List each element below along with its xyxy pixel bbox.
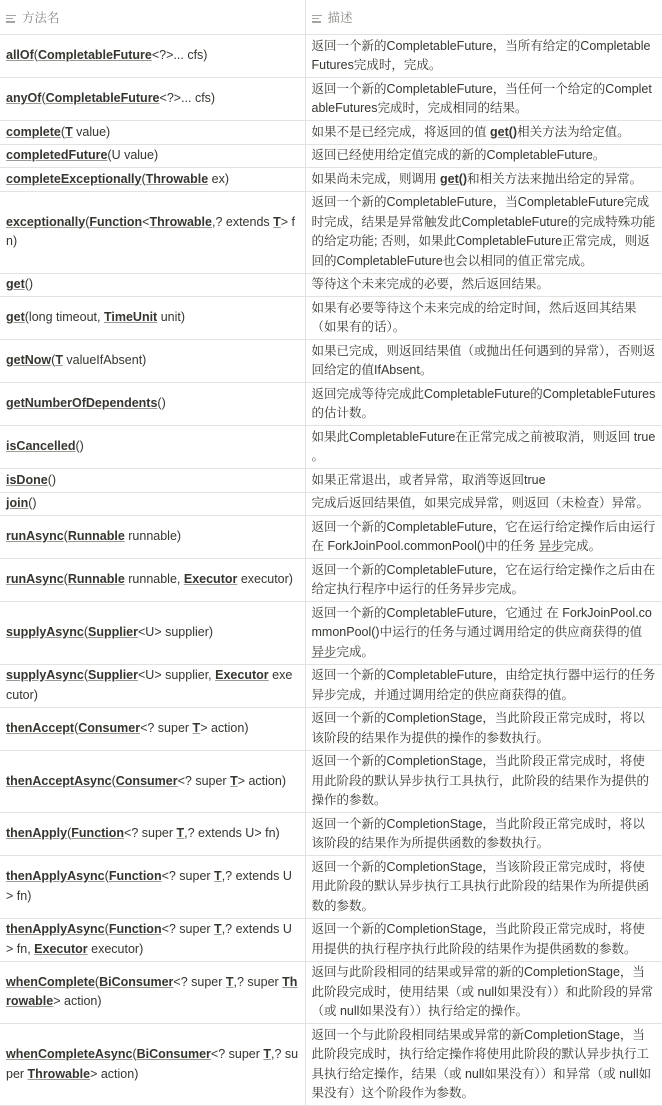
text: > action): [200, 720, 249, 735]
api-link[interactable]: Function: [71, 826, 125, 841]
table-row: [0, 559, 662, 602]
text: 返回一个新的CompletableFuture，当所有给定的CompletableFutures完成时，完成。: [311, 38, 651, 72]
text: (): [28, 496, 37, 510]
api-link[interactable]: Runnable: [67, 529, 125, 544]
text: > action): [237, 773, 286, 788]
method-cell[interactable]: [0, 144, 305, 168]
underlined-text: 异步: [538, 539, 564, 553]
text: 返回一个新的CompletableFuture，当任何一个给定的CompletableFutures完成时，完成相同的结果。: [311, 81, 652, 115]
text: 返回已经使用给定值完成的新的CompletableFuture。: [311, 148, 606, 162]
text: 返回一个与此阶段相同结果或异常的新CompletionStage，当此阶段完成时，执行给定操作将使用此阶段的默认异步执行工具执行给定操作，结果（或 null如果没有））和异常（或 null如果没有）这个阶段作为参数。: [311, 1027, 652, 1100]
description-cell[interactable]: [305, 559, 662, 602]
api-link[interactable]: T: [230, 773, 238, 788]
text: <? super: [210, 1047, 264, 1061]
table-row: [0, 191, 662, 273]
text: 返回一个新的CompletableFuture，由给定执行器中运行的任务异步完成，并通过调用给定的供应商获得的值。: [311, 668, 656, 702]
api-link[interactable]: supplyAsync: [6, 668, 84, 682]
description-cell[interactable]: [305, 383, 662, 426]
api-link[interactable]: isDone: [6, 472, 48, 487]
table-row: [0, 426, 662, 469]
table-row: [0, 856, 662, 919]
table-row: [0, 297, 662, 340]
table-row: [0, 664, 662, 707]
text: 如果不是已经完成，将返回的值: [311, 124, 490, 139]
method-cell[interactable]: [0, 383, 305, 426]
description-cell[interactable]: [305, 856, 662, 919]
api-link[interactable]: CompletableFuture: [45, 91, 160, 106]
api-link[interactable]: Function: [89, 214, 143, 229]
api-link[interactable]: TimeUnit: [103, 310, 158, 325]
text: (: [111, 773, 116, 788]
api-link[interactable]: join: [6, 496, 29, 510]
description-cell[interactable]: [305, 707, 662, 750]
text: (: [33, 48, 38, 63]
method-cell[interactable]: [0, 273, 305, 297]
description-cell[interactable]: [305, 516, 662, 559]
text: (long timeout,: [24, 310, 104, 325]
description-cell[interactable]: [305, 121, 662, 145]
api-link[interactable]: T: [55, 353, 63, 368]
method-cell[interactable]: [0, 961, 305, 1024]
table-row: [0, 168, 662, 192]
text: (: [85, 214, 90, 229]
text: (: [63, 529, 68, 544]
description-cell[interactable]: [305, 168, 662, 192]
method-cell[interactable]: [0, 856, 305, 919]
method-cell[interactable]: [0, 602, 305, 665]
api-link[interactable]: supplyAsync: [6, 625, 84, 639]
text: ,? super: [233, 974, 283, 989]
text: runnable): [124, 529, 182, 544]
text: (: [67, 826, 72, 841]
description-cell[interactable]: [305, 78, 662, 121]
text: (: [104, 922, 109, 936]
description-cell[interactable]: [305, 1024, 662, 1106]
text: (): [47, 472, 57, 487]
text: (: [74, 720, 79, 735]
api-link[interactable]: CompletableFuture: [37, 48, 152, 63]
description-cell[interactable]: [305, 961, 662, 1024]
api-link[interactable]: anyOf: [6, 91, 42, 106]
column-header-description[interactable]: [305, 0, 662, 35]
api-link[interactable]: T: [192, 720, 201, 735]
api-link[interactable]: Function: [108, 922, 162, 936]
api-link[interactable]: T: [225, 974, 234, 989]
description-cell[interactable]: [305, 918, 662, 961]
text: (U value): [107, 148, 159, 162]
description-cell[interactable]: [305, 297, 662, 340]
api-link[interactable]: exceptionally: [6, 214, 86, 229]
text: ,? extends U> fn,: [6, 922, 292, 956]
table-row: [0, 35, 662, 78]
text: <? super: [140, 720, 193, 735]
text: <: [142, 214, 150, 229]
api-link[interactable]: thenAccept: [6, 720, 75, 735]
description-cell[interactable]: [305, 750, 662, 813]
api-link[interactable]: runAsync: [6, 529, 64, 544]
method-cell[interactable]: [0, 707, 305, 750]
description-cell[interactable]: [305, 469, 662, 493]
table-row: [0, 340, 662, 383]
api-link[interactable]: Executor: [215, 668, 269, 682]
text: (: [60, 124, 66, 139]
table-row: [0, 1024, 662, 1106]
text: (: [51, 353, 56, 368]
method-cell[interactable]: [0, 750, 305, 813]
text: <U> supplier,: [138, 668, 216, 682]
api-link[interactable]: Runnable: [67, 572, 125, 587]
api-link[interactable]: get: [6, 277, 25, 291]
text: <? super: [124, 826, 177, 841]
text: ex): [208, 171, 229, 186]
text: 返回一个新的CompletableFuture，当CompletableFuture完成时完成，结果是异常触发此CompletableFuture的完成特殊功能的给定功能; 否则，如果此CompletableFuture正常完成，则返回的CompletableFuture也会以相同的值正常完成。: [311, 195, 656, 268]
api-link[interactable]: Executor: [34, 941, 88, 956]
api-link[interactable]: Throwable: [6, 974, 298, 1009]
api-link[interactable]: get(): [489, 124, 518, 139]
method-cell[interactable]: [0, 516, 305, 559]
description-cell[interactable]: [305, 492, 662, 516]
api-link[interactable]: Throwable: [149, 214, 212, 229]
text: executor): [237, 572, 293, 587]
api-link[interactable]: whenComplete: [6, 974, 95, 989]
text: <U> supplier): [138, 625, 214, 639]
method-cell[interactable]: [0, 469, 305, 493]
text: 完成后返回结果值，如果完成异常，则返回（未检查）异常。: [311, 496, 650, 510]
text: (: [132, 1047, 137, 1061]
method-cell[interactable]: [0, 813, 305, 856]
method-cell[interactable]: [0, 1024, 305, 1106]
text: (: [41, 91, 46, 106]
description-cell[interactable]: [305, 602, 662, 665]
description-cell[interactable]: [305, 35, 662, 78]
method-cell[interactable]: [0, 191, 305, 273]
text: (): [157, 396, 166, 411]
text: (: [83, 625, 88, 639]
api-link[interactable]: Supplier: [87, 625, 138, 639]
api-link[interactable]: Throwable: [145, 171, 209, 186]
table-row: [0, 813, 662, 856]
api-link[interactable]: allOf: [6, 48, 34, 63]
text: 如果尚未完成，则调用: [311, 171, 440, 186]
table-row: [0, 469, 662, 493]
text: 返回与此阶段相同的结果或异常的新的CompletionStage，当此阶段完成时，使用结果（或 null如果没有））和此阶段的异常（或 null如果没有））执行给定的操作。: [311, 965, 654, 1018]
description-cell[interactable]: [305, 426, 662, 469]
api-link[interactable]: Consumer: [115, 773, 178, 788]
api-link[interactable]: thenApplyAsync: [6, 869, 105, 884]
column-header-label: 描述: [327, 11, 353, 25]
text-lines-icon: [6, 13, 16, 25]
api-link[interactable]: complete: [6, 124, 61, 139]
text: 返回一个新的CompletionStage，当该阶段正常完成时，将使用此阶段的默认异步执行工具执行此阶段的结果作为所提供函数的参数。: [311, 859, 650, 913]
api-link[interactable]: T: [214, 922, 222, 936]
text: 和相关方法来抛出给定的异常。: [467, 171, 643, 186]
api-link[interactable]: Supplier: [87, 668, 138, 682]
text: > action): [90, 1066, 139, 1081]
api-link[interactable]: Function: [108, 869, 162, 884]
table-row: [0, 918, 662, 961]
api-link[interactable]: Consumer: [78, 720, 141, 735]
description-cell[interactable]: [305, 813, 662, 856]
text: <? super: [161, 922, 215, 936]
method-cell[interactable]: [0, 664, 305, 707]
text: value): [72, 124, 111, 139]
text: (: [94, 974, 100, 989]
table-row: [0, 78, 662, 121]
table-row: [0, 492, 662, 516]
text: 完成。: [563, 539, 602, 553]
description-cell[interactable]: [305, 664, 662, 707]
api-link[interactable]: getNow: [6, 353, 52, 368]
text: 相关方法为给定值。: [517, 124, 630, 139]
table-row: [0, 273, 662, 297]
api-link[interactable]: T: [214, 869, 222, 884]
text: <?>... cfs): [159, 91, 216, 106]
column-header-method[interactable]: [0, 0, 305, 35]
api-link[interactable]: get(): [439, 171, 468, 186]
api-link[interactable]: T: [273, 214, 281, 229]
text: (: [141, 171, 146, 186]
text: <? super: [161, 869, 215, 884]
text: > fn): [6, 214, 296, 248]
text: executor): [87, 941, 144, 956]
text-lines-icon: [312, 13, 322, 25]
text: ,? super: [6, 1047, 299, 1081]
description-cell[interactable]: [305, 144, 662, 168]
text: <? super: [173, 974, 226, 989]
text: 返回一个新的CompletionStage，当此阶段正常完成时，将以该阶段的结果作为提供的操作的参数执行。: [311, 711, 645, 745]
table-row: [0, 961, 662, 1024]
method-cell[interactable]: [0, 168, 305, 192]
api-link[interactable]: completeExceptionally: [6, 171, 142, 186]
text: valueIfAbsent): [62, 353, 147, 368]
api-link[interactable]: completedFuture: [6, 148, 108, 162]
text: executor): [6, 668, 293, 702]
api-link[interactable]: Throwable: [27, 1066, 91, 1081]
api-link[interactable]: get: [6, 310, 25, 325]
text: > action): [53, 994, 102, 1009]
table-row: [0, 383, 662, 426]
api-link[interactable]: runAsync: [6, 572, 64, 587]
api-link[interactable]: thenApplyAsync: [6, 922, 105, 936]
text: 返回一个新的CompletionStage，当此阶段正常完成时，将使用此阶段的默认异步执行工具执行，此阶段的结果作为提供的操作的参数。: [311, 754, 650, 807]
method-cell[interactable]: [0, 492, 305, 516]
table-row: [0, 750, 662, 813]
api-link[interactable]: T: [263, 1047, 272, 1061]
api-link[interactable]: T: [65, 124, 73, 139]
column-header-label: 方法名: [22, 11, 60, 25]
text: (: [63, 572, 68, 587]
underlined-text: 异步: [311, 644, 337, 659]
text: 返回一个新的CompletionStage，当此阶段正常完成时，将使用提供的执行程序执行此阶段的结果作为提供函数的参数。: [311, 922, 645, 956]
text: 如果有必要等待这个未来完成的给定时间，然后返回其结果（如果有的话）。: [311, 300, 637, 334]
text: runnable,: [124, 572, 184, 587]
method-cell[interactable]: [0, 340, 305, 383]
table-row: [0, 516, 662, 559]
text: (: [104, 869, 109, 884]
text: (: [83, 668, 88, 682]
method-cell[interactable]: [0, 918, 305, 961]
text: 完成。: [336, 644, 375, 659]
text: 如果此CompletableFuture在正常完成之前被取消，则返回 true 。: [311, 429, 656, 463]
method-cell[interactable]: [0, 297, 305, 340]
table-row: [0, 121, 662, 145]
text: 返回一个新的CompletableFuture，它在运行给定操作后由运行在 ForkJoinPool.commonPool()中的任务: [311, 519, 656, 553]
text: ,? extends U> fn): [6, 869, 292, 903]
method-cell[interactable]: [0, 78, 305, 121]
text: 返回完成等待完成此CompletableFuture的CompletableFutures的估计数。: [311, 386, 656, 420]
text: <? super: [177, 773, 231, 788]
text: 返回一个新的CompletableFuture，它通过 在 ForkJoinPool.commonPool()中运行的任务与通过调用给定的供应商获得的值: [311, 605, 652, 639]
text: 如果正常退出，或者异常，取消等返回true: [311, 472, 546, 487]
text: ,? extends: [211, 214, 274, 229]
method-cell[interactable]: [0, 426, 305, 469]
description-cell[interactable]: [305, 340, 662, 383]
api-link[interactable]: T: [176, 826, 185, 841]
text: unit): [157, 310, 186, 325]
api-link[interactable]: thenApply: [6, 826, 68, 841]
table-row: [0, 707, 662, 750]
api-link[interactable]: Executor: [183, 572, 238, 587]
text: <?>... cfs): [151, 48, 208, 63]
text: (): [75, 439, 84, 454]
method-cell[interactable]: [0, 121, 305, 145]
api-link[interactable]: isCancelled: [6, 439, 76, 454]
description-cell[interactable]: [305, 191, 662, 273]
text: (): [24, 277, 34, 291]
text: 如果已完成，则返回结果值（或抛出任何遇到的异常），否则返回给定的值IfAbsent。: [311, 343, 656, 377]
text: 等待这个未来完成的必要，然后返回结果。: [311, 277, 550, 291]
api-link[interactable]: getNumberOfDependents: [6, 396, 158, 411]
text: 返回一个新的CompletableFuture，它在运行给定操作之后由在给定执行程序中运行的任务异步完成。: [311, 562, 656, 596]
api-link[interactable]: thenAcceptAsync: [6, 773, 112, 788]
description-cell[interactable]: [305, 273, 662, 297]
api-link[interactable]: whenCompleteAsync: [6, 1047, 133, 1061]
method-cell[interactable]: [0, 35, 305, 78]
api-link[interactable]: BiConsumer: [136, 1047, 211, 1061]
text: 返回一个新的CompletionStage，当此阶段正常完成时，将以该阶段的结果作为所提供函数的参数执行。: [311, 816, 645, 850]
api-link[interactable]: BiConsumer: [99, 974, 174, 989]
table-header-row: [0, 0, 662, 35]
table-row: [0, 602, 662, 665]
text: ,? extends U> fn): [184, 826, 280, 841]
method-cell[interactable]: [0, 559, 305, 602]
table-row: [0, 144, 662, 168]
